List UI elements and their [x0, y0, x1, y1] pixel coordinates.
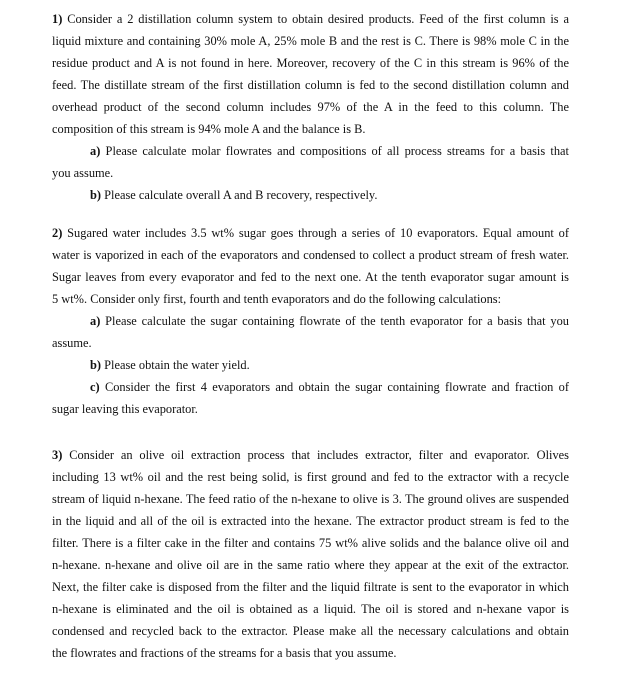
subquestion-b: [52, 354, 569, 376]
line-text: Consider an olive oil extraction process that includes extractor, filter and evaporator. Olives: [69, 448, 569, 462]
subquestion-label: b): [90, 358, 102, 372]
subquestion-label: a): [90, 144, 101, 158]
question-2: [52, 222, 569, 420]
subquestion-label: a): [90, 314, 101, 328]
question-1: [52, 8, 569, 206]
subquestion-label: b): [90, 188, 102, 202]
text-line: 5 wt%. Consider only first, fourth and tenth evaporators and do the following calculations:: [52, 292, 502, 306]
subquestion-label: c): [90, 380, 100, 394]
question-number: 2): [52, 226, 63, 240]
line-text: Please obtain the water yield.: [104, 358, 250, 372]
text-line: stream of liquid n-hexane. The feed ratio of the n-hexane to olive is 3. The ground olives are suspended: [52, 492, 569, 506]
text-line: you assume.: [52, 166, 114, 180]
line-text: Please calculate the sugar containing flowrate of the tenth evaporator for a basis that you: [105, 314, 569, 328]
line-text: Please calculate molar flowrates and compositions of all process streams for a basis that: [105, 144, 569, 158]
text-line: n-hexane is eliminated and the oil is obtained as a liquid. The oil is stored and n-hexane vapor is: [52, 602, 569, 616]
text-line: the flowrates and fractions of the streams for a basis that you assume.: [52, 646, 397, 660]
text-line: sugar leaving this evaporator.: [52, 402, 198, 416]
subquestion-c: [52, 376, 569, 398]
text-line: [52, 444, 569, 466]
line-text: Consider the first 4 evaporators and obtain the sugar containing flowrate and fraction of: [104, 380, 569, 394]
line-text: Please calculate overall A and B recovery, respectively.: [104, 188, 378, 202]
text-line: composition of this stream is 94% mole A and the balance is B.: [52, 122, 366, 136]
subquestion-b: [52, 184, 569, 206]
question-number: 3): [52, 448, 63, 462]
text-line: [52, 8, 569, 30]
text-line: liquid mixture and containing 30% mole A, 25% mole B and the rest is C. There is 98% mole C in the: [52, 34, 569, 48]
subquestion-a: [52, 140, 569, 162]
question-3: [52, 444, 569, 664]
question-number: 1): [52, 12, 63, 26]
text-line: assume.: [52, 336, 92, 350]
text-line: Next, the filter cake is disposed from the filter and the liquid filtrate is sent to the evaporator in which: [52, 580, 569, 594]
text-line: Sugar leaves from every evaporator and fed to the next one. At the tenth evaporator sugar amount is: [52, 270, 569, 284]
text-line: filter. There is a filter cake in the filter and contains 75 wt% alive solids and the balance olive oil and: [52, 536, 569, 550]
text-line: n-hexane. n-hexane and olive oil are in the same ratio where they appear at the exit of the extractor.: [52, 558, 569, 572]
text-line: condensed and recycled back to the extractor. Please make all the necessary calculations and obtain: [52, 624, 569, 638]
text-line: [52, 222, 569, 244]
subquestion-a: [52, 310, 569, 332]
text-line: water is vaporized in each of the evaporators and condensed to collect a product stream of fresh water.: [52, 248, 569, 262]
text-line: residue product and A is not found in here. Moreover, recovery of the C in this stream is 96% of the: [52, 56, 569, 70]
text-line: overhead product of the second column includes 97% of the A in the feed to this column. The: [52, 100, 569, 114]
text-line: feed. The distillate stream of the first distillation column is fed to the second distillation column and: [52, 78, 569, 92]
text-line: in the liquid and all of the oil is extracted into the hexane. The extractor product stream is fed to the: [52, 514, 569, 528]
text-line: including 13 wt% oil and the rest being solid, is first ground and fed to the extractor with a recycle: [52, 470, 569, 484]
line-text: Consider a 2 distillation column system to obtain desired products. Feed of the first column is a: [67, 12, 569, 26]
line-text: Sugared water includes 3.5 wt% sugar goes through a series of 10 evaporators. Equal amount of: [67, 226, 569, 240]
